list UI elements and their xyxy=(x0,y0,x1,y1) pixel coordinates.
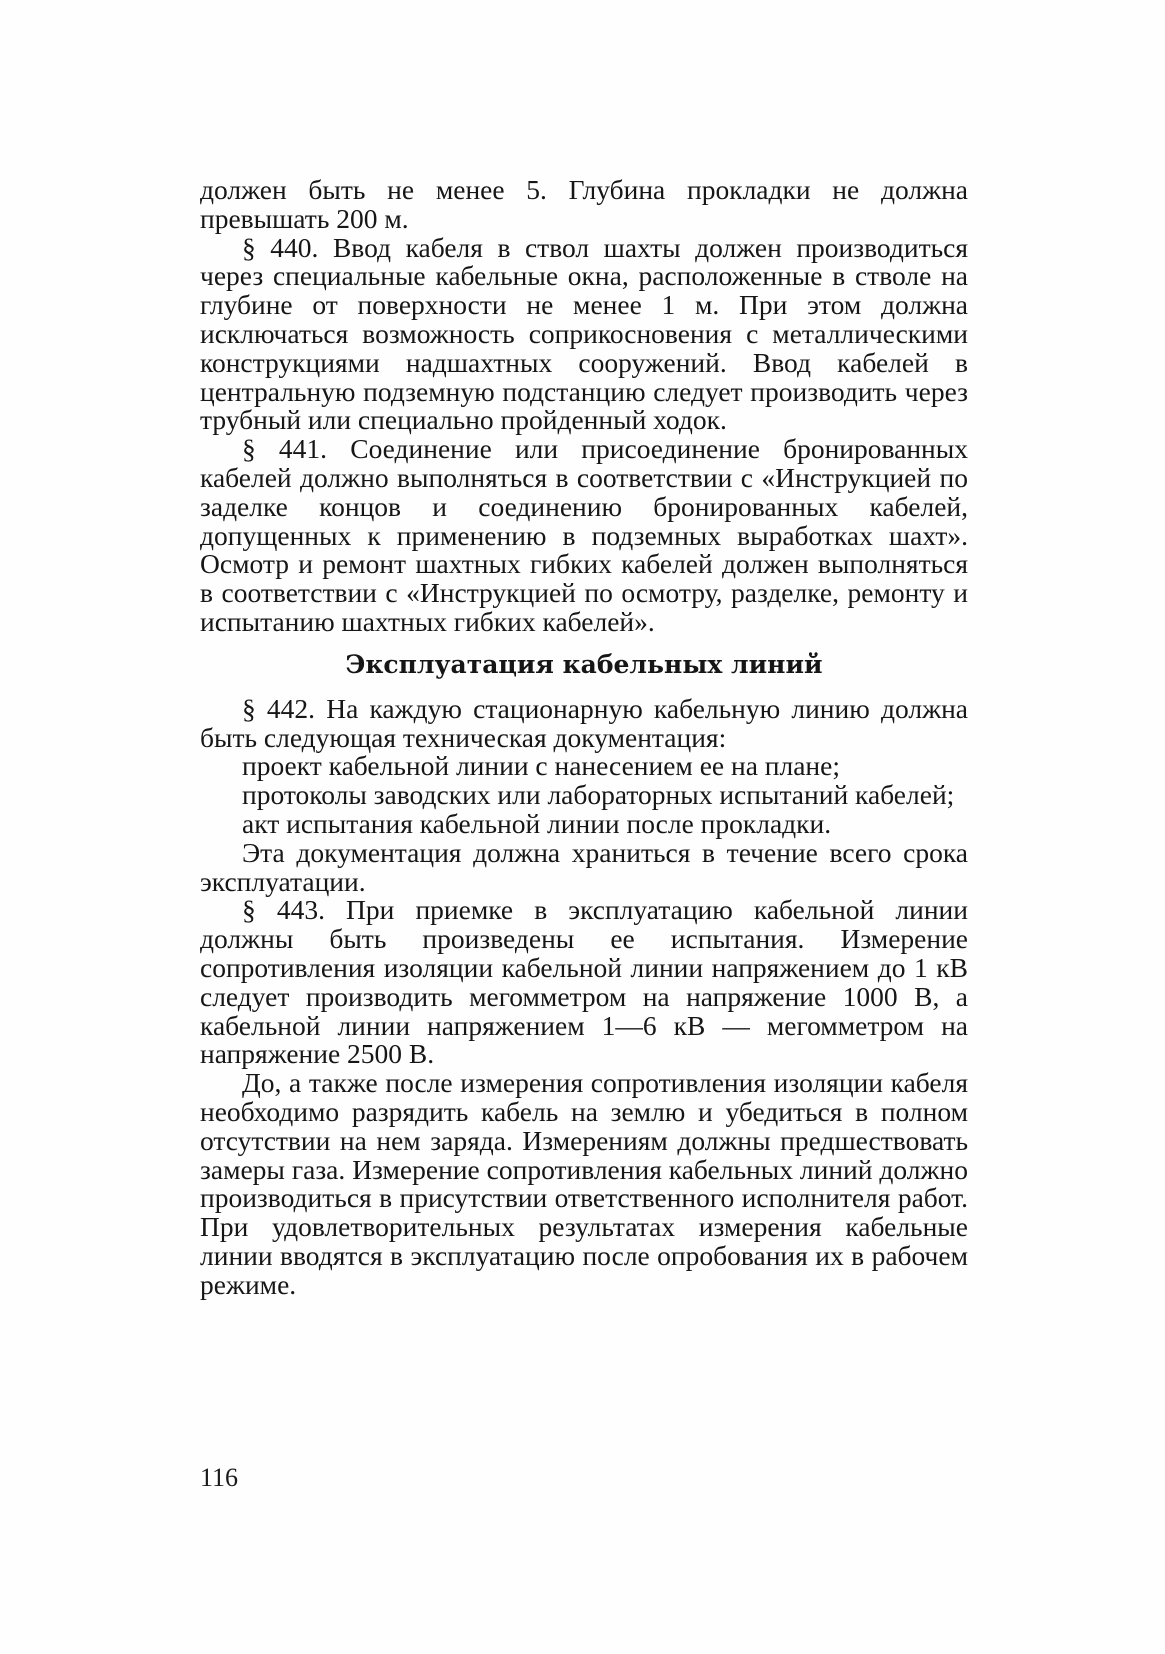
section-heading: Эксплуатация кабельных линий xyxy=(345,649,823,679)
paragraph-section-443-continued: До, а также после измерения сопротивления изоляции кабеля необходимо разрядить кабель на землю и убедиться в полном отсутствии на нем заряда. Измерениям должны предшествовать замеры газа. Измерение сопротивления кабельных линий должно производиться в присутствии ответственного исполнителя работ. При удовлетворительных результатах измерения кабельные линии вводятся в эксплуатацию после опробования их в рабочем режиме. xyxy=(200,1067,968,1300)
paragraph-section-442: § 442. На каждую стационарную кабельную линию должна быть следующая техническая документация: xyxy=(200,692,968,753)
paragraph-continuation: должен быть не менее 5. Глубина прокладки не должна превышать 200 м. xyxy=(200,174,968,234)
page-number: 116 xyxy=(200,1463,239,1492)
list-item-protocols: протоколы заводских или лабораторных испытаний кабелей; xyxy=(242,779,955,811)
list-item-act: акт испытания кабельной линии после прокладки. xyxy=(242,807,832,839)
paragraph-storage: Эта документация должна храниться в течение всего срока эксплуатации. xyxy=(200,836,968,897)
text-column xyxy=(200,176,968,1299)
paragraph-section-443: § 443. При приемке в эксплуатацию кабельной линии должны быть произведены ее испытания. Измерение сопротивления изоляции кабельной линии напряжением до 1 кВ следует производить мегомметром на напряжение 1000 В, а кабельной линии напряжением 1—6 кВ — мегомметром на напряжение 2500 В. xyxy=(200,894,968,1070)
paragraph-section-440: § 440. Ввод кабеля в ствол шахты должен производиться через специальные кабельные окна, расположенные в стволе на глубине от поверхности не менее 1 м. При этом должна исключаться возможность соприкосновения с металлическими конструкциями надшахтных сооружений. Ввод кабелей в центральную подземную подстанцию следует производить через трубный или специально пройденный ходок. xyxy=(200,231,968,436)
paragraph-section-441: § 441. Соединение или присоединение бронированных кабелей должно выполняться в соответствии с «Инструкцией по заделке концов и соединению бронированных кабелей, допущенных к применению в подземных выработках шахт». Осмотр и ремонт шахтных гибких кабелей должен выполняться в соответствии с «Инструкцией по осмотру, разделке, ремонту и испытанию шахтных гибких кабелей». xyxy=(200,433,968,637)
list-item-project: проект кабельной линии с нанесением ее на плане; xyxy=(242,750,840,782)
